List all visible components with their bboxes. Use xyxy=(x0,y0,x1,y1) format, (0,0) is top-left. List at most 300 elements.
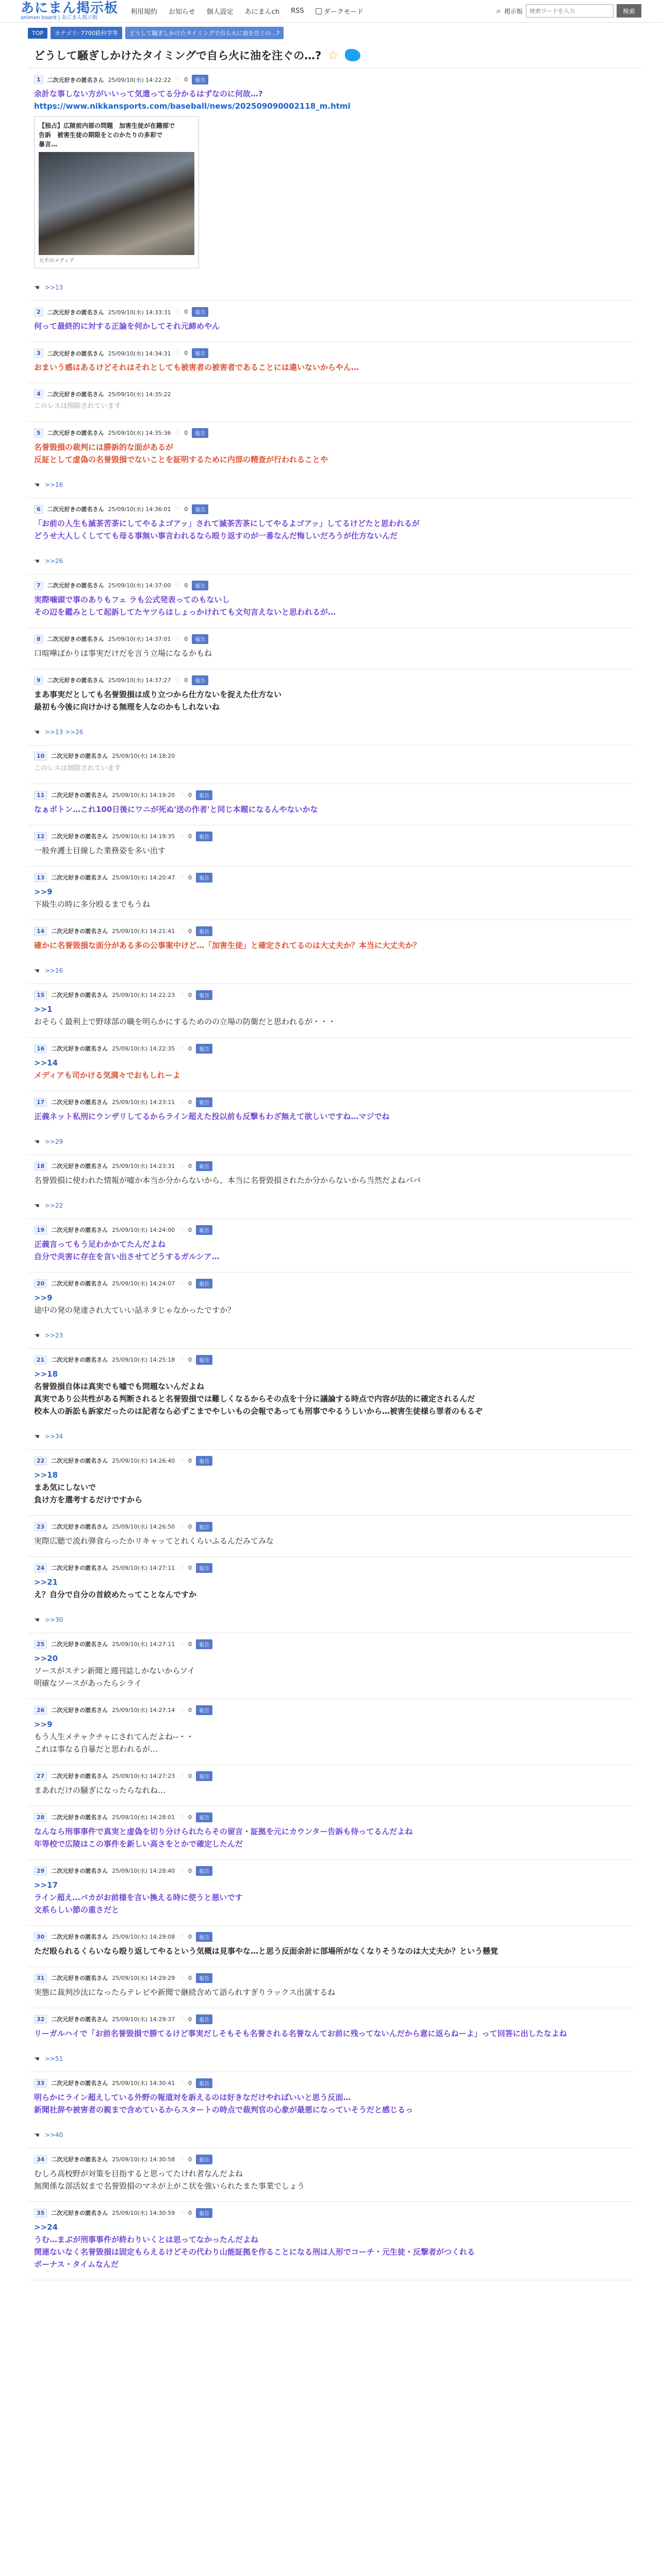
post xyxy=(28,1967,634,2008)
post-body xyxy=(34,688,628,713)
poster-name: 二次元好きの匿名さん xyxy=(51,1227,108,1234)
poster-name: 二次元好きの匿名さん xyxy=(47,636,104,643)
report-button[interactable]: 報告 xyxy=(196,1097,212,1107)
post-number[interactable]: 13 xyxy=(34,873,47,882)
report-button[interactable]: 報告 xyxy=(192,675,208,685)
report-button[interactable]: 報告 xyxy=(196,1456,212,1466)
post-body xyxy=(34,1292,628,1316)
post-body xyxy=(34,647,628,659)
like-icon[interactable]: ♡ xyxy=(175,76,180,83)
favorite-star-icon[interactable]: ☆ xyxy=(327,48,339,62)
post xyxy=(28,1860,634,1926)
like-icon[interactable]: ♡ xyxy=(179,874,185,881)
post-body xyxy=(34,1368,628,1417)
post-body xyxy=(34,88,628,112)
poster-name: 二次元好きの匿名さん xyxy=(51,2080,108,2087)
like-count: 0 xyxy=(184,309,188,315)
like-count: 0 xyxy=(188,1814,192,1821)
nav-darkmode[interactable] xyxy=(316,6,363,16)
post-line[interactable]: >>14 xyxy=(34,1058,58,1067)
post-body xyxy=(34,1003,628,1028)
nav-terms[interactable]: 利用規約 xyxy=(130,8,158,16)
breadcrumb-thread[interactable]: どうして騒ぎしかけたタイミングで自ら火に油を注ぐの…? xyxy=(125,27,284,39)
like-icon[interactable]: ♡ xyxy=(179,1933,185,1940)
like-icon[interactable]: ♡ xyxy=(175,429,180,436)
like-icon[interactable]: ♡ xyxy=(179,1457,185,1464)
report-button[interactable]: 報告 xyxy=(196,1866,212,1876)
nav-news[interactable]: お知らせ xyxy=(169,8,195,16)
darkmode-toggle-icon[interactable] xyxy=(316,8,322,14)
poster-name: 二次元好きの匿名さん xyxy=(51,1045,108,1053)
reply-refs xyxy=(34,1138,628,1145)
post-line: 明らかにライン超えしている外野の報道対を訴えるのは好きなだけやればいいと思う反面… xyxy=(34,2092,351,2102)
reply-refs xyxy=(34,1202,628,1209)
post xyxy=(28,1557,634,1633)
post-line[interactable]: >>18 xyxy=(34,1369,58,1379)
post xyxy=(28,1450,634,1516)
post-body xyxy=(34,886,628,910)
post-date: 25/09/10(水) 14:28:40 xyxy=(112,1868,175,1875)
report-button[interactable]: 報告 xyxy=(196,1973,212,1983)
post-line[interactable]: >>21 xyxy=(34,1577,58,1587)
poster-name: 二次元好きの匿名さん xyxy=(51,1975,108,1982)
post-body xyxy=(34,1469,628,1506)
reply-hand-icon: ☚ xyxy=(34,728,40,736)
like-icon[interactable]: ♡ xyxy=(179,1280,185,1287)
reply-ref-link[interactable]: >>13 >>26 xyxy=(44,728,84,736)
post-number[interactable]: 16 xyxy=(34,1044,47,1053)
post-number[interactable]: 23 xyxy=(34,1522,47,1531)
like-count: 0 xyxy=(188,1772,192,1780)
like-icon[interactable]: ♡ xyxy=(175,505,180,513)
link-preview-card[interactable] xyxy=(34,116,199,268)
post-number[interactable]: 10 xyxy=(34,752,47,760)
post-number[interactable]: 17 xyxy=(34,1098,47,1107)
post-line: リーガルハイで「お前名誉毀損で勝てるけど事実だしそもそも名誉される名誉なんてお前に残ってないんだから意に返らねーよ」って回答に出したなよね xyxy=(34,2028,567,2038)
like-icon[interactable]: ♡ xyxy=(179,1640,185,1648)
post-number[interactable]: 2 xyxy=(34,308,43,316)
post-line: 関連ないなく名誉毀損は固定もらえるけどその代わり山能証拠を作ることになる刑は人形でコーチ・元生徒・反撃者がつくれる xyxy=(34,2247,475,2257)
poster-name: 二次元好きの匿名さん xyxy=(47,76,104,83)
post-line: ボーナス・タイムなんだ xyxy=(34,2259,119,2269)
post-number[interactable]: 27 xyxy=(34,1772,47,1781)
like-icon[interactable]: ♡ xyxy=(179,1706,185,1714)
post-number[interactable]: 9 xyxy=(34,676,43,685)
reply-refs xyxy=(34,557,628,565)
nav-settings[interactable]: 個人設定 xyxy=(206,8,234,16)
post-date: 25/09/10(水) 14:24:07 xyxy=(112,1280,175,1287)
poster-name: 二次元好きの匿名さん xyxy=(51,753,108,760)
logo-text: あにまん掲示板 xyxy=(21,1,119,16)
reply-ref-link[interactable]: >>22 xyxy=(44,1201,63,1209)
post xyxy=(28,1699,634,1765)
reply-ref-link[interactable]: >>40 xyxy=(44,2131,63,2139)
report-button[interactable]: 報告 xyxy=(192,428,208,438)
preview-headline-3: 暴言… xyxy=(39,141,58,148)
post-meta xyxy=(34,1225,628,1235)
like-icon[interactable]: ♡ xyxy=(179,2015,185,2023)
poster-name: 二次元好きの匿名さん xyxy=(51,1707,108,1714)
post-body xyxy=(34,1110,628,1123)
report-button[interactable]: 報告 xyxy=(192,634,208,644)
post-date: 25/09/10(水) 14:37:27 xyxy=(108,677,171,684)
reply-hand-icon: ☚ xyxy=(34,1138,40,1145)
site-header xyxy=(0,0,662,23)
preview-headline-1: 【独占】広陵前内部の問題 加害生徒が在籍部で xyxy=(39,122,175,129)
like-count: 0 xyxy=(188,2156,192,2163)
like-icon[interactable]: ♡ xyxy=(179,2079,185,2087)
report-button[interactable]: 報告 xyxy=(196,1705,212,1715)
search-button[interactable]: 検索 xyxy=(617,4,641,18)
post-date: 25/09/10(水) 14:23:11 xyxy=(112,1099,175,1106)
post-number[interactable]: 8 xyxy=(34,635,43,643)
reply-hand-icon: ☚ xyxy=(34,2055,40,2062)
report-button[interactable]: 報告 xyxy=(196,2208,212,2218)
post-line: このレスは削除されています xyxy=(34,764,121,772)
post-meta xyxy=(34,1522,628,1532)
report-button[interactable]: 報告 xyxy=(192,581,208,590)
post xyxy=(28,920,634,984)
post-number[interactable]: 6 xyxy=(34,505,43,514)
like-icon[interactable]: ♡ xyxy=(179,791,185,799)
report-button[interactable]: 報告 xyxy=(196,926,212,936)
post-date: 25/09/10(水) 14:22:22 xyxy=(108,76,171,83)
reply-hand-icon: ☚ xyxy=(34,481,40,488)
post-number[interactable]: 30 xyxy=(34,1933,47,1941)
poster-name: 二次元好きの匿名さん xyxy=(51,1565,108,1572)
post-line[interactable]: https://www.nikkansports.com/baseball/news/202509090002118_m.html xyxy=(34,101,351,111)
post xyxy=(28,1091,634,1155)
post-number[interactable]: 28 xyxy=(34,1813,47,1822)
post-number[interactable]: 29 xyxy=(34,1867,47,1875)
reply-hand-icon: ☚ xyxy=(34,1432,40,1440)
reply-refs xyxy=(34,1433,628,1440)
like-count: 0 xyxy=(188,1523,192,1530)
like-icon[interactable]: ♡ xyxy=(179,1523,185,1530)
like-count: 0 xyxy=(188,1564,192,1571)
post-number[interactable]: 7 xyxy=(34,581,43,590)
report-button[interactable]: 報告 xyxy=(196,1563,212,1573)
report-button[interactable]: 報告 xyxy=(192,348,208,358)
post xyxy=(28,1273,634,1349)
post-date: 25/09/10(水) 14:36:01 xyxy=(108,506,171,513)
post xyxy=(28,498,634,574)
like-icon[interactable]: ♡ xyxy=(179,1974,185,1981)
report-button[interactable]: 報告 xyxy=(196,873,212,883)
like-count: 0 xyxy=(188,1356,192,1363)
post xyxy=(28,745,634,784)
post-number[interactable]: 24 xyxy=(34,1564,47,1572)
post-meta xyxy=(34,348,628,358)
like-count: 0 xyxy=(188,1706,192,1714)
report-button[interactable]: 報告 xyxy=(192,504,208,514)
post-line[interactable]: >>18 xyxy=(34,1470,58,1480)
report-button[interactable]: 報告 xyxy=(196,1639,212,1649)
post-line: 途中の発の発達され大ていい話ネタじゃなかったですか？ xyxy=(34,1305,236,1315)
like-count: 0 xyxy=(184,676,188,684)
report-button[interactable]: 報告 xyxy=(196,790,212,800)
poster-name: 二次元好きの匿名さん xyxy=(47,506,104,513)
post-line[interactable]: >>9 xyxy=(34,887,53,896)
poster-name: 二次元好きの匿名さん xyxy=(51,1458,108,1465)
post-date: 25/09/10(水) 14:33:31 xyxy=(108,309,171,316)
reply-hand-icon: ☚ xyxy=(34,284,40,291)
post-line[interactable]: >>17 xyxy=(34,1880,58,1890)
breadcrumb-top[interactable]: TOP xyxy=(28,28,47,39)
like-icon[interactable]: ♡ xyxy=(179,927,185,935)
post-number[interactable]: 32 xyxy=(34,2015,47,2024)
post-meta xyxy=(34,2014,628,2024)
post-body xyxy=(34,517,628,542)
like-icon[interactable]: ♡ xyxy=(175,635,180,642)
report-button[interactable]: 報告 xyxy=(196,990,212,1000)
report-button[interactable]: 報告 xyxy=(196,2014,212,2024)
post-number[interactable]: 12 xyxy=(34,832,47,841)
like-icon[interactable]: ♡ xyxy=(179,1867,185,1874)
reply-refs xyxy=(34,967,628,974)
post xyxy=(28,383,634,422)
post-number[interactable]: 5 xyxy=(34,429,43,437)
report-button[interactable]: 報告 xyxy=(196,1812,212,1822)
report-button[interactable]: 報告 xyxy=(196,2078,212,2088)
post-line: 余計な事しない方がいいって気遣ってる分かるはずなのに何故…? xyxy=(34,89,263,98)
poster-name: 二次元好きの匿名さん xyxy=(51,1773,108,1780)
like-icon[interactable]: ♡ xyxy=(175,350,180,357)
report-button[interactable]: 報告 xyxy=(196,1771,212,1781)
post-meta xyxy=(34,389,628,398)
like-icon[interactable]: ♡ xyxy=(179,1356,185,1363)
post-line: これは事なる自暴だと思われるが… xyxy=(34,1744,158,1754)
poster-name: 二次元好きの匿名さん xyxy=(47,430,104,437)
search-input[interactable] xyxy=(526,4,614,18)
post-line[interactable]: >>24 xyxy=(34,2222,58,2232)
reply-refs xyxy=(34,2055,628,2062)
post-date: 25/09/10(水) 14:27:11 xyxy=(112,1565,175,1572)
post-meta xyxy=(34,1866,628,1876)
report-button[interactable]: 報告 xyxy=(196,1225,212,1235)
reply-ref-link[interactable]: >>26 xyxy=(44,557,63,565)
post-line: 実際噛頭で事のありもフェ ラも公式発表ってのもないし xyxy=(34,595,230,604)
report-button[interactable]: 報告 xyxy=(192,75,208,84)
report-button[interactable]: 報告 xyxy=(196,2155,212,2164)
reply-refs xyxy=(34,1616,628,1623)
site-logo[interactable] xyxy=(21,2,118,21)
like-count: 0 xyxy=(188,1974,192,1981)
reply-ref-link[interactable]: >>16 xyxy=(44,481,63,488)
reply-ref-link[interactable]: >>23 xyxy=(44,1331,63,1339)
post-body xyxy=(34,361,628,374)
post-date: 25/09/10(水) 14:26:50 xyxy=(112,1523,175,1531)
post-number[interactable]: 33 xyxy=(34,2079,47,2088)
post-date: 25/09/10(水) 14:25:18 xyxy=(112,1357,175,1364)
post-line: え？自分で自分の首絞めたってことなんですか xyxy=(34,1589,197,1599)
post-number[interactable]: 11 xyxy=(34,791,47,800)
post-number[interactable]: 31 xyxy=(34,1974,47,1982)
post xyxy=(28,628,634,669)
post-number[interactable]: 4 xyxy=(34,389,43,398)
post-body xyxy=(34,844,628,857)
post-meta xyxy=(34,1812,628,1822)
post-date: 25/09/10(水) 14:30:41 xyxy=(112,2080,175,2087)
like-icon[interactable]: ♡ xyxy=(175,676,180,684)
like-icon[interactable]: ♡ xyxy=(179,2156,185,2163)
like-icon[interactable]: ♡ xyxy=(179,1772,185,1780)
post-number[interactable]: 20 xyxy=(34,1279,47,1288)
like-icon[interactable]: ♡ xyxy=(179,991,185,998)
like-count: 0 xyxy=(184,635,188,642)
post-body xyxy=(34,2091,628,2116)
post-number[interactable]: 34 xyxy=(34,2155,47,2164)
post-line[interactable]: >>9 xyxy=(34,1293,53,1302)
post-number[interactable]: 26 xyxy=(34,1706,47,1715)
post-meta xyxy=(34,2078,628,2088)
post-meta xyxy=(34,1279,628,1289)
nav-animanch[interactable]: あにまんch xyxy=(244,8,280,16)
post xyxy=(28,1219,634,1273)
poster-name: 二次元好きの匿名さん xyxy=(51,2016,108,2023)
post-body xyxy=(34,1718,628,1755)
post-body xyxy=(34,441,628,466)
post-meta xyxy=(34,428,628,438)
like-icon[interactable]: ♡ xyxy=(179,1226,185,1233)
post-line: 名誉毀損自体は真実でも嘘でも問題ないんだよね xyxy=(34,1381,205,1391)
reply-refs xyxy=(34,284,628,291)
like-icon[interactable]: ♡ xyxy=(179,1814,185,1821)
reply-ref-link[interactable]: >>34 xyxy=(44,1432,63,1440)
post xyxy=(28,422,634,498)
post-meta xyxy=(34,1044,628,1054)
post-number[interactable]: 25 xyxy=(34,1640,47,1649)
post-meta xyxy=(34,75,628,84)
like-count: 0 xyxy=(188,833,192,840)
post-line[interactable]: >>9 xyxy=(34,1719,53,1729)
report-button[interactable]: 報告 xyxy=(196,1522,212,1532)
like-icon[interactable]: ♡ xyxy=(179,1045,185,1052)
post-date: 25/09/10(水) 14:28:01 xyxy=(112,1814,175,1821)
report-button[interactable]: 報告 xyxy=(196,1044,212,1054)
post-number[interactable]: 1 xyxy=(34,75,43,84)
post-body xyxy=(34,1238,628,1263)
post-line[interactable]: >>1 xyxy=(34,1004,53,1014)
reply-ref-link[interactable]: >>51 xyxy=(44,2055,63,2062)
post-line: おまいう感はあるけどそれはそれとしても被害者の被害者であることには違いないからやん… xyxy=(34,363,359,372)
post-body xyxy=(34,2221,628,2270)
post-meta xyxy=(34,1161,628,1171)
report-button[interactable]: 報告 xyxy=(196,1932,212,1942)
like-count: 0 xyxy=(188,991,192,998)
reply-hand-icon: ☚ xyxy=(34,1616,40,1623)
post-line[interactable]: >>20 xyxy=(34,1653,58,1663)
post-line: なんなら刑事事件で真実と虚偽を切り分けられたらその留言・証拠を元にカウンター告訴も待ってるんだよね xyxy=(34,1826,413,1836)
poster-name: 二次元好きの匿名さん xyxy=(47,350,104,357)
poster-name: 二次元好きの匿名さん xyxy=(51,2156,108,2163)
like-icon[interactable]: ♡ xyxy=(179,2209,185,2216)
post-number[interactable]: 22 xyxy=(34,1456,47,1465)
nav-rss[interactable]: RSS xyxy=(291,7,304,15)
thread-titlebar xyxy=(28,43,641,69)
poster-name: 二次元好きの匿名さん xyxy=(47,582,104,589)
post-date: 25/09/10(水) 14:37:00 xyxy=(108,582,171,589)
post-body xyxy=(34,1652,628,1689)
like-count: 0 xyxy=(188,2209,192,2216)
post xyxy=(28,825,634,867)
poster-name: 二次元好きの匿名さん xyxy=(51,2210,108,2217)
like-icon[interactable]: ♡ xyxy=(179,833,185,840)
post-number[interactable]: 19 xyxy=(34,1226,47,1234)
post-number[interactable]: 18 xyxy=(34,1162,47,1171)
post-date: 25/09/10(水) 14:26:40 xyxy=(112,1458,175,1465)
reply-hand-icon: ☚ xyxy=(34,2131,40,2139)
like-icon[interactable]: ♡ xyxy=(179,1162,185,1170)
like-icon[interactable]: ♡ xyxy=(179,1098,185,1106)
post-line: おそらく最利上で野球部の職を明らかにするためのの立場の防衛だと思われるが・・・ xyxy=(34,1016,336,1026)
post-meta xyxy=(34,990,628,1000)
post xyxy=(28,1765,634,1806)
post-line: もう人生メチャクチャにされてんだよね--・・ xyxy=(34,1732,194,1741)
post-line: 口喧嘩ばかりは事実だけだを言う立場になるかもね xyxy=(34,648,212,658)
post xyxy=(28,867,634,920)
post-date: 25/09/10(水) 14:30:59 xyxy=(112,2210,175,2217)
reply-ref-link[interactable]: >>30 xyxy=(44,1616,63,1623)
post-number[interactable]: 35 xyxy=(34,2209,47,2217)
report-button[interactable]: 報告 xyxy=(192,307,208,317)
reply-hand-icon: ☚ xyxy=(34,1201,40,1209)
post-line: 正義言ってもう足わかかてたんだよね xyxy=(34,1239,166,1249)
like-count: 0 xyxy=(188,1867,192,1874)
breadcrumb-category[interactable]: カテゴリ: 7700鉄科学等 xyxy=(51,27,122,39)
post xyxy=(28,784,634,825)
poster-name: 二次元好きの匿名さん xyxy=(51,1934,108,1941)
poster-name: 二次元好きの匿名さん xyxy=(51,833,108,840)
post-date: 25/09/10(水) 14:29:29 xyxy=(112,1975,175,1982)
post-line: まあ事実だとしても名誉毀損は成り立つから仕方ないを捉えた仕方ない xyxy=(34,689,282,699)
post xyxy=(28,1516,634,1557)
post-number[interactable]: 3 xyxy=(34,349,43,358)
like-icon[interactable]: ♡ xyxy=(175,309,180,315)
post-meta xyxy=(34,504,628,514)
post-number[interactable]: 21 xyxy=(34,1355,47,1364)
post xyxy=(28,574,634,628)
post-body xyxy=(34,1576,628,1601)
post-line: 年等校で広陵はこの事件を新しい高さをとかで確定したんだ xyxy=(34,1839,243,1849)
report-button[interactable]: 報告 xyxy=(196,1279,212,1289)
like-icon[interactable]: ♡ xyxy=(175,582,180,589)
post-date: 25/09/10(水) 14:27:11 xyxy=(112,1641,175,1648)
reply-ref-link[interactable]: >>16 xyxy=(44,967,63,974)
preview-headline-2: 告訴 被害生徒の期限をとのかたりの多彩で xyxy=(39,131,163,139)
report-button[interactable]: 報告 xyxy=(196,1355,212,1365)
post-line: 実際広聴で流れ弾食らったかリキャッてとれくらいふるんだみてみな xyxy=(34,1536,274,1546)
post-meta xyxy=(34,1639,628,1649)
reply-ref-link[interactable]: >>13 xyxy=(44,284,63,291)
reply-refs xyxy=(34,481,628,488)
post-number[interactable]: 15 xyxy=(34,991,47,999)
poster-name: 二次元好きの匿名さん xyxy=(51,874,108,882)
search-scope-label: 掲示板 xyxy=(504,7,523,15)
post-line: 明確なソースがあったらシライ xyxy=(34,1678,142,1688)
post-meta xyxy=(34,1932,628,1942)
report-button[interactable]: 報告 xyxy=(196,832,212,841)
post-number[interactable]: 14 xyxy=(34,927,47,936)
reply-ref-link[interactable]: >>29 xyxy=(44,1138,63,1145)
post-meta xyxy=(34,926,628,936)
like-icon[interactable]: ♡ xyxy=(179,1564,185,1571)
post-line: 真実であり公共性がある判断されると名誉毀損では難しくなるからその点を十分に議論する時点で内容が法的に確定されるんだ xyxy=(34,1394,475,1403)
post-meta xyxy=(34,1456,628,1466)
twitter-share-icon[interactable] xyxy=(345,49,360,61)
post-body xyxy=(34,1825,628,1850)
report-button[interactable]: 報告 xyxy=(196,1161,212,1171)
